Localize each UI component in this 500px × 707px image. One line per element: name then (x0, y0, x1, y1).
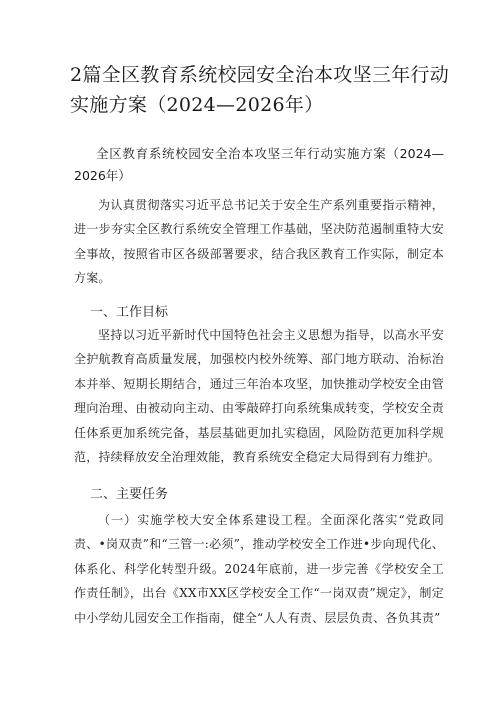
section-body-tasks: （一）实施学校大安全体系建设工程。全面深化落实“党政同责、•岗双责”和“三管一:必须”，推动学校安全工作进•步向现代化、体系化、科学化转型升级。2024年底前，进一步完善《学校安全工作责任制》，出台《XX市XX区学校安全工作“一岗双责”规定》，制定中小学幼儿园安全工作指南，健全“人人有责、层层负责、各负其责” (74, 513, 444, 625)
section-heading-goals: 一、工作目标 (90, 305, 169, 320)
document-title: 2篇全区教育系统校园安全治本攻坚三年行动实施方案（2024—2026年） (70, 64, 450, 116)
section-heading-tasks: 二、主要任务 (90, 487, 169, 502)
intro-paragraph: 为认真贯彻落实习近平总书记关于安全生产系列重要指示精神，进一步夯实全区教行系统安全管理工作基础，坚决防范遏制重特大安全事故，按照省市区各级部署要求，结合我区教育工作实际，制定本方案。 (74, 198, 444, 286)
section-body-goals: 坚持以习近平新时代中国特色社会主义思想为指导，以高水平安全护航教育高质量发展，加强校内校外统筹、部门地方联动、治标治本并举、短期长期结合，通过三年治本攻坚，加快推动学校安全由管理向治理、由被动向主动、由零敲碎打向系统集成转变，学校安全责任体系更加系统完备，基层基础更加扎实稳固，风险防范更加科学规范，持续释放安全治理效能，教育系统安全稳定大局得到有力维护。 (74, 328, 444, 465)
document-subtitle: 全区教育系统校园安全治本攻坚三年行动实施方案（2024—2026年） (74, 146, 444, 183)
